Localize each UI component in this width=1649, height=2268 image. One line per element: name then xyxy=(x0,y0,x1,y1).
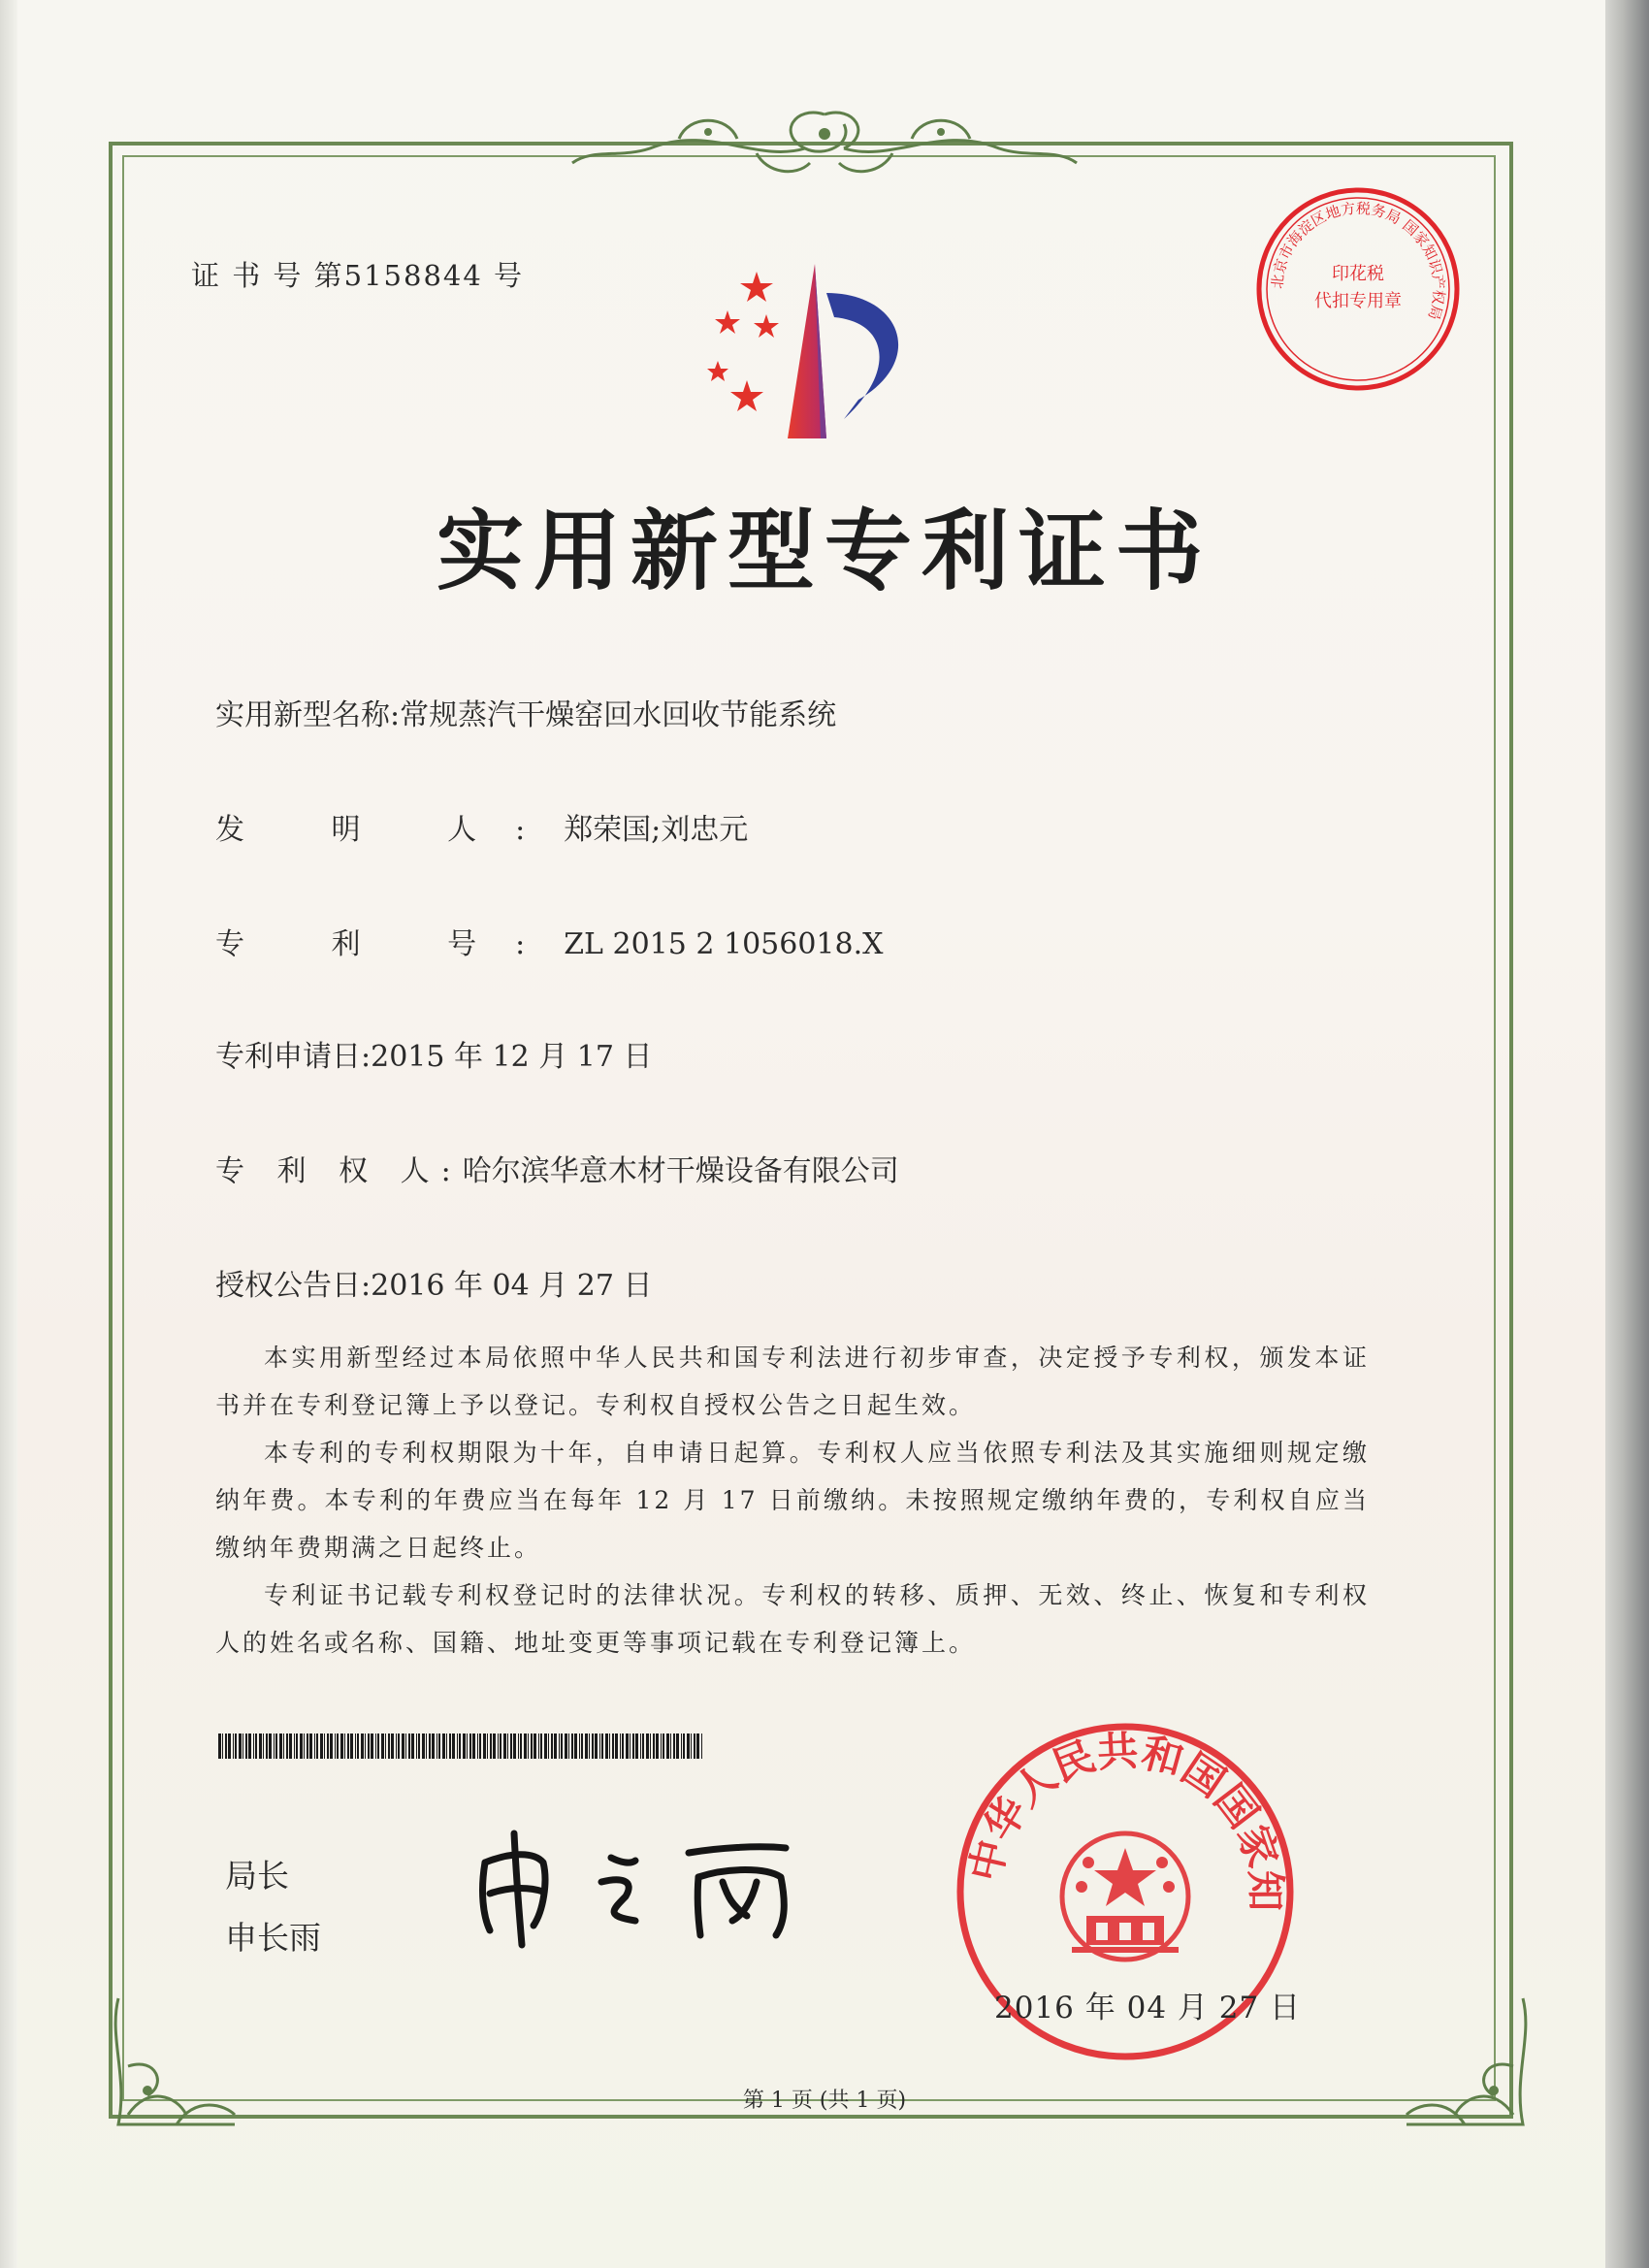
page-left-edge xyxy=(0,0,17,2268)
barcode-bar xyxy=(663,1733,664,1759)
barcode-bar xyxy=(681,1733,682,1759)
barcode-bar xyxy=(490,1733,492,1759)
barcode-bar xyxy=(405,1733,406,1759)
barcode-bar xyxy=(620,1733,621,1759)
barcode-bar xyxy=(324,1733,325,1759)
barcode-bar xyxy=(463,1733,466,1759)
barcode-bar xyxy=(283,1733,284,1759)
barcode-bar xyxy=(253,1733,254,1759)
barcode-bar xyxy=(300,1733,303,1759)
barcode-bar xyxy=(585,1733,588,1759)
barcode-bar xyxy=(609,1733,610,1759)
barcode-bar xyxy=(294,1733,295,1759)
barcode-bar xyxy=(279,1733,282,1759)
page-right-edge xyxy=(1605,0,1649,2268)
barcode-bar xyxy=(357,1733,359,1759)
barcode-bar xyxy=(235,1733,237,1759)
barcode-bar xyxy=(408,1733,410,1759)
barcode-bar xyxy=(275,1733,277,1759)
barcode-bar xyxy=(263,1733,264,1759)
barcode-bar xyxy=(218,1733,221,1759)
barcode-bar xyxy=(269,1733,272,1759)
barcode-bar xyxy=(592,1733,594,1759)
certificate-title: 实用新型专利证书 xyxy=(436,500,1212,602)
barcode-bar xyxy=(487,1733,488,1759)
seal-date: 2016 年 04 月 27 日 xyxy=(994,1991,1302,2025)
barcode-bar xyxy=(642,1733,644,1759)
barcode-bar xyxy=(385,1733,386,1759)
barcode-bar xyxy=(446,1733,447,1759)
barcode-bar xyxy=(507,1733,508,1759)
official-seal-ring-text: 中华人民共和国国家知 xyxy=(960,1727,1290,1912)
barcode-bar xyxy=(347,1733,349,1759)
barcode-bar xyxy=(599,1733,600,1759)
barcode-bar xyxy=(676,1733,679,1759)
field-label: 实用新型名称: xyxy=(215,698,401,732)
barcode-bar xyxy=(554,1733,557,1759)
barcode-bar xyxy=(493,1733,496,1759)
barcode-bar xyxy=(477,1733,478,1759)
barcode-bar xyxy=(316,1733,318,1759)
barcode-bar xyxy=(500,1733,501,1759)
barcode-bar xyxy=(340,1733,343,1759)
barcode-bar xyxy=(510,1733,512,1759)
barcode-bar xyxy=(589,1733,590,1759)
tax-stamp-ring-text: 北京市海淀区地方税务局 国家知识产权局 xyxy=(1268,199,1448,322)
barcode-bar xyxy=(472,1733,475,1759)
barcode xyxy=(218,1733,707,1759)
field-label: 专 利 号: xyxy=(215,927,565,961)
body-paragraph-2: 本专利的专利权期限为十年，自申请日起算。专利权人应当依照专利法及其实施细则规定缴纳年费。本专利的年费应当在每年 12 月 17 日前缴纳。未按照规定缴纳年费的，专利权自应当缴纳年费期满之日起终止。 xyxy=(215,1439,1370,1562)
barcode-bar xyxy=(531,1733,533,1759)
barcode-bar xyxy=(518,1733,519,1759)
barcode-bar xyxy=(612,1733,614,1759)
barcode-bar xyxy=(320,1733,323,1759)
barcode-bar xyxy=(337,1733,339,1759)
barcode-bar xyxy=(418,1733,420,1759)
barcode-bar xyxy=(635,1733,638,1759)
barcode-bar xyxy=(534,1733,536,1759)
barcode-bar xyxy=(307,1733,308,1759)
barcode-bar xyxy=(396,1733,397,1759)
barcode-bar xyxy=(245,1733,247,1759)
barcode-bar xyxy=(309,1733,312,1759)
barcode-bar xyxy=(538,1733,539,1759)
barcode-bar xyxy=(222,1733,223,1759)
handwritten-signature xyxy=(466,1824,815,1954)
barcode-bar xyxy=(498,1733,499,1759)
barcode-bar xyxy=(626,1733,629,1759)
barcode-bar xyxy=(551,1733,553,1759)
barcode-bar xyxy=(368,1733,370,1759)
barcode-bar xyxy=(568,1733,569,1759)
barcode-bar xyxy=(640,1733,641,1759)
barcode-bar xyxy=(653,1733,655,1759)
body-paragraph-1: 本实用新型经过本局依照中华人民共和国专利法进行初步审查，决定授予专利权，颁发本证书并在专利登记簿上予以登记。专利权自授权公告之日起生效。 xyxy=(215,1344,1370,1419)
barcode-bar xyxy=(513,1733,516,1759)
barcode-bar xyxy=(574,1733,577,1759)
field-utility-model-name xyxy=(215,691,836,733)
barcode-bar xyxy=(469,1733,471,1759)
tax-stamp-line1: 印花税 xyxy=(1332,264,1384,284)
barcode-bar xyxy=(255,1733,257,1759)
barcode-bar xyxy=(416,1733,417,1759)
field-value: 常规蒸汽干燥窑回水回收节能系统 xyxy=(400,698,837,732)
national-emblem-icon xyxy=(1062,1833,1188,1960)
barcode-bar xyxy=(683,1733,685,1759)
barcode-bar xyxy=(442,1733,445,1759)
field-application-date xyxy=(215,1032,653,1075)
barcode-bar xyxy=(540,1733,542,1759)
barcode-bar xyxy=(483,1733,486,1759)
corner-ornament-bottom-left xyxy=(89,1979,254,2144)
barcode-bar xyxy=(605,1733,608,1759)
field-value: 2015 年 12 月 17 日 xyxy=(371,1040,653,1074)
signatory-name: 申长雨 xyxy=(225,1919,321,1957)
barcode-bar xyxy=(650,1733,651,1759)
barcode-bar xyxy=(304,1733,305,1759)
field-value: 2016 年 04 月 27 日 xyxy=(371,1269,653,1303)
barcode-bar xyxy=(330,1733,333,1759)
barcode-bar xyxy=(579,1733,580,1759)
field-inventor xyxy=(215,805,748,848)
barcode-bar xyxy=(595,1733,598,1759)
barcode-bar xyxy=(391,1733,394,1759)
field-label: 专利申请日: xyxy=(215,1040,372,1074)
barcode-bar xyxy=(544,1733,547,1759)
barcode-bar xyxy=(242,1733,243,1759)
barcode-bar xyxy=(259,1733,262,1759)
barcode-bar xyxy=(565,1733,567,1759)
barcode-bar xyxy=(561,1733,563,1759)
barcode-bar xyxy=(524,1733,527,1759)
barcode-bar xyxy=(371,1733,373,1759)
barcode-bar xyxy=(438,1733,440,1759)
barcode-bar xyxy=(452,1733,455,1759)
barcode-bar xyxy=(248,1733,251,1759)
barcode-bar xyxy=(233,1733,234,1759)
barcode-bar xyxy=(661,1733,662,1759)
barcode-bar xyxy=(375,1733,376,1759)
patent-office-emblem-icon xyxy=(698,254,931,452)
field-value: 郑荣国;刘忠元 xyxy=(564,813,749,847)
barcode-bar xyxy=(422,1733,425,1759)
barcode-bar xyxy=(411,1733,414,1759)
field-label: 专 利 权 人: xyxy=(215,1154,463,1188)
barcode-bar xyxy=(520,1733,522,1759)
barcode-bar xyxy=(571,1733,573,1759)
barcode-bar xyxy=(327,1733,329,1759)
top-ornament xyxy=(563,95,1086,192)
barcode-bar xyxy=(361,1733,364,1759)
tax-stamp-seal xyxy=(1251,182,1465,400)
field-label: 授权公告日: xyxy=(215,1269,372,1303)
barcode-bar xyxy=(687,1733,690,1759)
field-value: ZL 2015 2 1056018.X xyxy=(564,927,884,961)
barcode-bar xyxy=(296,1733,298,1759)
barcode-bar xyxy=(615,1733,618,1759)
barcode-bar xyxy=(426,1733,427,1759)
certificate-number: 证 书 号 第5158844 号 xyxy=(191,259,525,292)
barcode-bar xyxy=(436,1733,437,1759)
barcode-bar xyxy=(239,1733,242,1759)
barcode-bar xyxy=(266,1733,268,1759)
barcode-bar xyxy=(696,1733,699,1759)
barcode-bar xyxy=(350,1733,353,1759)
barcode-bar xyxy=(646,1733,649,1759)
barcode-bar xyxy=(559,1733,560,1759)
field-patent-number xyxy=(215,920,884,962)
barcode-bar xyxy=(459,1733,461,1759)
barcode-bar xyxy=(673,1733,675,1759)
barcode-bar xyxy=(432,1733,435,1759)
barcode-bar xyxy=(601,1733,603,1759)
barcode-bar xyxy=(355,1733,356,1759)
barcode-bar xyxy=(365,1733,366,1759)
barcode-bar xyxy=(581,1733,583,1759)
tax-stamp-line2: 代扣专用章 xyxy=(1314,291,1402,311)
field-value: 哈尔滨华意木材干燥设备有限公司 xyxy=(462,1154,899,1188)
barcode-bar xyxy=(398,1733,400,1759)
barcode-bar xyxy=(344,1733,345,1759)
signatory-title: 局长 xyxy=(225,1857,289,1895)
barcode-bar xyxy=(548,1733,549,1759)
barcode-bar xyxy=(694,1733,695,1759)
barcode-bar xyxy=(479,1733,481,1759)
page-number: 第 1 页 (共 1 页) xyxy=(742,2089,907,2113)
barcode-bar xyxy=(632,1733,634,1759)
barcode-bar xyxy=(457,1733,458,1759)
barcode-bar xyxy=(656,1733,659,1759)
field-label: 发 明 人: xyxy=(215,813,565,847)
barcode-bar xyxy=(289,1733,292,1759)
barcode-bar xyxy=(388,1733,390,1759)
body-paragraph-3: 专利证书记载专利权登记时的法律状况。专利权的转移、质押、无效、终止、恢复和专利权人的姓名或名称、国籍、地址变更等事项记载在专利登记簿上。 xyxy=(215,1581,1370,1657)
barcode-bar xyxy=(335,1733,336,1759)
barcode-bar xyxy=(449,1733,451,1759)
barcode-bar xyxy=(528,1733,529,1759)
barcode-bar xyxy=(377,1733,379,1759)
barcode-bar xyxy=(701,1733,702,1759)
barcode-bar xyxy=(228,1733,231,1759)
barcode-bar xyxy=(381,1733,384,1759)
certificate-body xyxy=(215,1334,1370,1667)
field-patentee xyxy=(215,1147,899,1189)
barcode-bar xyxy=(402,1733,404,1759)
barcode-bar xyxy=(467,1733,468,1759)
barcode-bar xyxy=(691,1733,692,1759)
corner-ornament-bottom-right xyxy=(1387,1979,1552,2144)
barcode-bar xyxy=(622,1733,624,1759)
barcode-bar xyxy=(314,1733,315,1759)
barcode-bar xyxy=(274,1733,275,1759)
barcode-bar xyxy=(666,1733,669,1759)
barcode-bar xyxy=(503,1733,506,1759)
barcode-bar xyxy=(670,1733,671,1759)
field-grant-date xyxy=(215,1261,653,1304)
barcode-bar xyxy=(286,1733,288,1759)
barcode-bar xyxy=(225,1733,227,1759)
barcode-bar xyxy=(429,1733,431,1759)
